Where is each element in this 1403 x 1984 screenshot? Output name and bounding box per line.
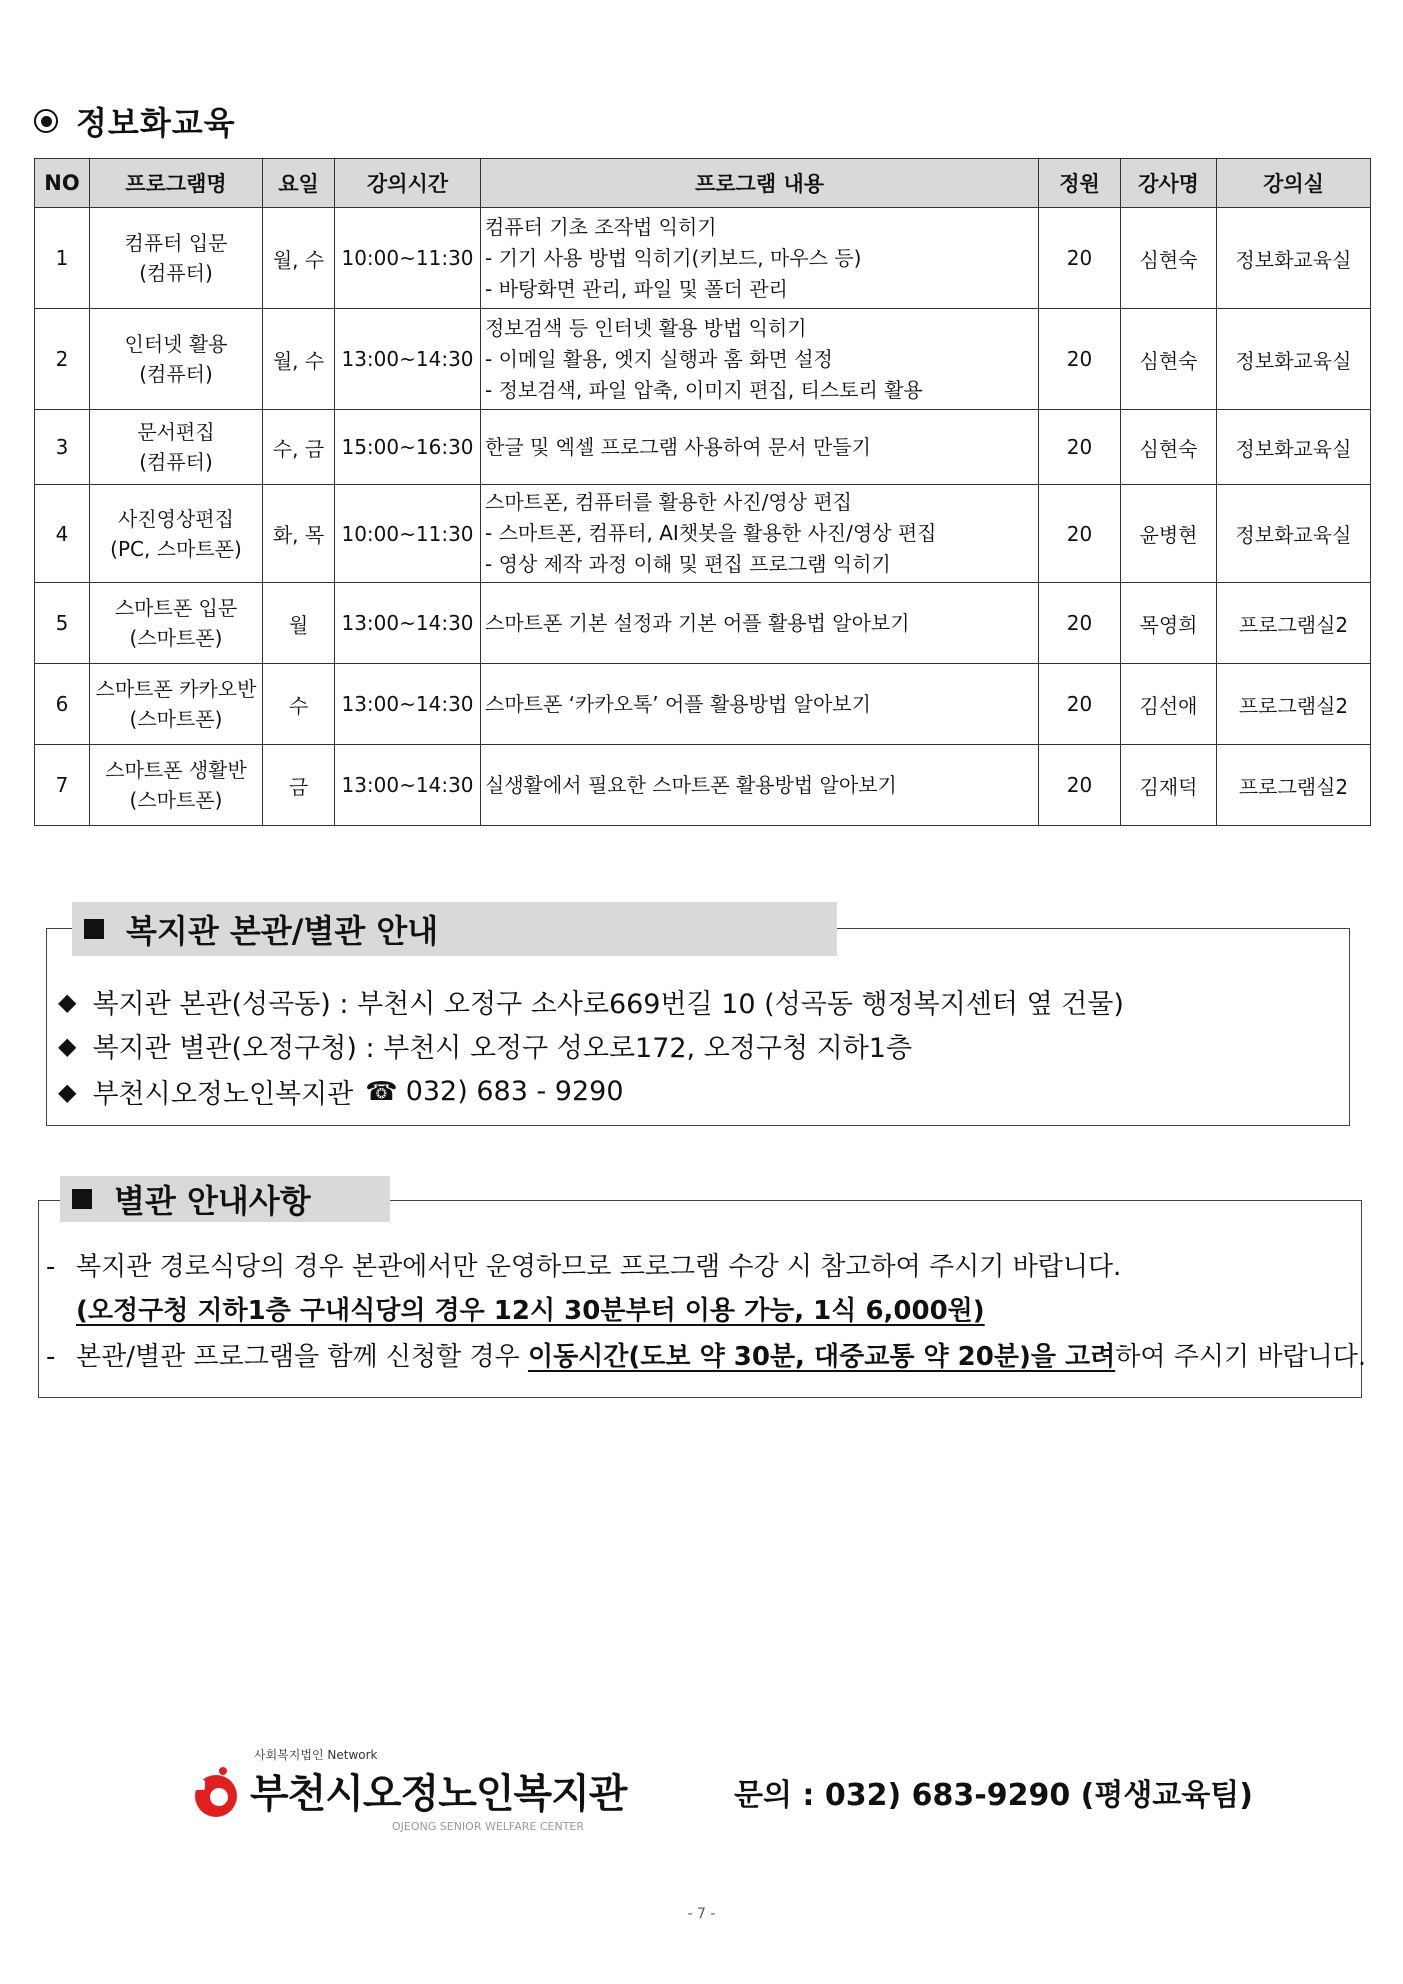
- name-line: 사진영상편집: [118, 506, 234, 531]
- diamond-bullet-icon: ◆: [58, 1077, 77, 1106]
- header-content: 프로그램 내용: [481, 159, 1039, 208]
- notice-text-3-bold: 이동시간(도보 약 30분, 대중교통 약 20분)을 고려: [527, 1342, 1116, 1372]
- notice-line-2: [76, 1290, 985, 1327]
- logo-english-name: OJEONG SENIOR WELFARE CENTER: [392, 1820, 585, 1833]
- cell-time: 13:00~14:30: [335, 309, 481, 410]
- location-info-title: 복지관 본관/별관 안내: [126, 912, 439, 950]
- cell-program-name: [90, 208, 263, 309]
- header-program-name: 프로그램명: [90, 159, 263, 208]
- content-line: - 영상 제작 과정 이해 및 편집 프로그램 익히기: [485, 552, 891, 576]
- section-title: [34, 98, 236, 144]
- cell-instructor: 김재덕: [1121, 745, 1217, 826]
- table-row: [35, 583, 1371, 664]
- telephone-icon: ☎: [365, 1076, 398, 1107]
- header-room: 강의실: [1217, 159, 1371, 208]
- notice-title: 별관 안내사항: [114, 1182, 311, 1220]
- cell-no: 4: [35, 485, 90, 583]
- section-title-text: 정보화교육: [76, 104, 236, 142]
- cell-room: 프로그램실2: [1217, 745, 1371, 826]
- cell-program-name: [90, 410, 263, 485]
- cell-time: 13:00~14:30: [335, 583, 481, 664]
- notice-line-1: [46, 1246, 1121, 1283]
- cell-days: 월, 수: [263, 208, 335, 309]
- content-line: - 바탕화면 관리, 파일 및 폴더 관리: [485, 276, 788, 301]
- radio-bullet-icon: [34, 109, 58, 133]
- cell-program-name: [90, 664, 263, 745]
- header-no: NO: [35, 159, 90, 208]
- cell-capacity: 20: [1039, 664, 1121, 745]
- table-row: [35, 410, 1371, 485]
- logo-network-text: Network: [327, 1748, 378, 1762]
- program-table: [34, 158, 1371, 826]
- table-header-row: [35, 159, 1371, 208]
- cell-days: 수, 금: [263, 410, 335, 485]
- name-line: (스마트폰): [129, 788, 223, 812]
- cell-time: 13:00~14:30: [335, 664, 481, 745]
- name-line: 스마트폰 생활반: [105, 758, 247, 782]
- cell-room: 프로그램실2: [1217, 664, 1371, 745]
- cell-program-name: [90, 485, 263, 583]
- cell-no: 7: [35, 745, 90, 826]
- cell-no: 6: [35, 664, 90, 745]
- cell-program-name: [90, 745, 263, 826]
- notice-text-2: (오정구청 지하1층 구내식당의 경우 12시 30분부터 이용 가능, 1식 6,000원): [76, 1296, 985, 1326]
- center-logo: [192, 1744, 627, 1834]
- cell-content: [481, 664, 1039, 745]
- cell-time: 10:00~11:30: [335, 485, 481, 583]
- name-line: (컴퓨터): [139, 261, 213, 285]
- square-bullet-icon: [72, 1189, 92, 1209]
- cell-room: 정보화교육실: [1217, 485, 1371, 583]
- contact-info: 문의 : 032) 683-9290 (평생교육팀): [734, 1778, 1253, 1813]
- name-line: 문서편집: [137, 420, 215, 444]
- table-row: [35, 309, 1371, 410]
- dash-bullet: -: [46, 1252, 56, 1282]
- page-number: - 7 -: [687, 1906, 716, 1922]
- content-line: - 정보검색, 파일 압축, 이미지 편집, 티스토리 활용: [485, 377, 923, 402]
- table-row: [35, 745, 1371, 826]
- header-days: 요일: [263, 159, 335, 208]
- phone-number: 032) 683 - 9290: [405, 1076, 624, 1107]
- content-line: 정보검색 등 인터넷 활용 방법 익히기: [485, 315, 807, 340]
- content-line: 스마트폰, 컴퓨터를 활용한 사진/영상 편집: [485, 490, 852, 514]
- name-line: (컴퓨터): [139, 362, 213, 386]
- content-line: 스마트폰 ‘카카오톡’ 어플 활용방법 알아보기: [485, 691, 871, 716]
- location-main-text: 복지관 본관(성곡동) : 부천시 오정구 소사로669번길 10 (성곡동 행정복지센터 옆 건물): [92, 989, 1124, 1020]
- header-capacity: 정원: [1039, 159, 1121, 208]
- name-line: (PC, 스마트폰): [110, 536, 242, 561]
- logo-mark-icon: [192, 1766, 240, 1818]
- location-line-main: [58, 982, 1124, 1021]
- content-line: 한글 및 엑셀 프로그램 사용하여 문서 만들기: [485, 434, 871, 459]
- cell-capacity: 20: [1039, 583, 1121, 664]
- table-row: [35, 485, 1371, 583]
- cell-no: 2: [35, 309, 90, 410]
- location-info-label: [72, 902, 837, 956]
- cell-program-name: [90, 583, 263, 664]
- content-line: 실생활에서 필요한 스마트폰 활용방법 알아보기: [485, 772, 897, 797]
- name-line: (스마트폰): [129, 626, 223, 650]
- logo-name: 부천시오정노인복지관: [250, 1771, 627, 1817]
- cell-instructor: 윤병현: [1121, 485, 1217, 583]
- cell-no: 3: [35, 410, 90, 485]
- cell-instructor: 심현숙: [1121, 208, 1217, 309]
- header-time: 강의시간: [335, 159, 481, 208]
- name-line: (컴퓨터): [139, 450, 213, 474]
- logo-subtitle: [254, 1746, 378, 1763]
- cell-days: 수: [263, 664, 335, 745]
- square-bullet-icon: [84, 919, 104, 939]
- cell-room: 정보화교육실: [1217, 410, 1371, 485]
- name-line: (스마트폰): [129, 707, 223, 731]
- notice-line-3: [46, 1336, 1366, 1373]
- content-line: - 기기 사용 방법 익히기(키보드, 마우스 등): [485, 245, 862, 270]
- content-line: 컴퓨터 기초 조작법 익히기: [485, 214, 717, 239]
- cell-days: 금: [263, 745, 335, 826]
- name-line: 인터넷 활용: [124, 332, 228, 356]
- cell-days: 월, 수: [263, 309, 335, 410]
- cell-instructor: 심현숙: [1121, 309, 1217, 410]
- notice-label: [60, 1176, 390, 1222]
- cell-content: [481, 309, 1039, 410]
- location-annex-text: 복지관 별관(오정구청) : 부천시 오정구 성오로172, 오정구청 지하1층: [92, 1033, 913, 1064]
- cell-instructor: 김선애: [1121, 664, 1217, 745]
- cell-content: [481, 485, 1039, 583]
- cell-time: 15:00~16:30: [335, 410, 481, 485]
- name-line: 스마트폰 카카오반: [95, 677, 257, 701]
- header-instructor: 강사명: [1121, 159, 1217, 208]
- cell-time: 13:00~14:30: [335, 745, 481, 826]
- cell-capacity: 20: [1039, 410, 1121, 485]
- cell-program-name: [90, 309, 263, 410]
- cell-room: 정보화교육실: [1217, 208, 1371, 309]
- cell-content: [481, 208, 1039, 309]
- cell-capacity: 20: [1039, 309, 1121, 410]
- cell-days: 월: [263, 583, 335, 664]
- cell-content: [481, 410, 1039, 485]
- table-row: [35, 208, 1371, 309]
- cell-capacity: 20: [1039, 208, 1121, 309]
- cell-no: 5: [35, 583, 90, 664]
- diamond-bullet-icon: ◆: [58, 987, 77, 1016]
- cell-instructor: 심현숙: [1121, 410, 1217, 485]
- cell-room: 정보화교육실: [1217, 309, 1371, 410]
- cell-capacity: 20: [1039, 485, 1121, 583]
- center-name-text: 부천시오정노인복지관: [92, 1079, 354, 1110]
- cell-content: [481, 745, 1039, 826]
- notice-text-3-pre: 본관/별관 프로그램을 함께 신청할 경우: [76, 1342, 528, 1372]
- cell-content: [481, 583, 1039, 664]
- notice-text-3-post: 하여 주시기 바랍니다.: [1115, 1342, 1367, 1372]
- dash-bullet: -: [46, 1342, 56, 1372]
- content-line: - 스마트폰, 컴퓨터, AI챗봇을 활용한 사진/영상 편집: [485, 521, 937, 545]
- name-line: 스마트폰 입문: [114, 596, 238, 620]
- cell-capacity: 20: [1039, 745, 1121, 826]
- diamond-bullet-icon: ◆: [58, 1031, 77, 1060]
- cell-no: 1: [35, 208, 90, 309]
- content-line: - 이메일 활용, 엣지 실행과 홈 화면 설정: [485, 346, 833, 371]
- cell-instructor: 목영희: [1121, 583, 1217, 664]
- location-line-phone: [58, 1072, 624, 1111]
- logo-subtitle-text: 사회복지법인: [254, 1748, 324, 1762]
- table-row: [35, 664, 1371, 745]
- notice-text-1: 복지관 경로식당의 경우 본관에서만 운영하므로 프로그램 수강 시 참고하여 주시기 바랍니다.: [76, 1252, 1122, 1282]
- content-line: 스마트폰 기본 설정과 기본 어플 활용법 알아보기: [485, 610, 910, 635]
- cell-time: 10:00~11:30: [335, 208, 481, 309]
- cell-days: 화, 목: [263, 485, 335, 583]
- name-line: 컴퓨터 입문: [124, 231, 228, 255]
- location-line-annex: [58, 1026, 912, 1065]
- cell-room: 프로그램실2: [1217, 583, 1371, 664]
